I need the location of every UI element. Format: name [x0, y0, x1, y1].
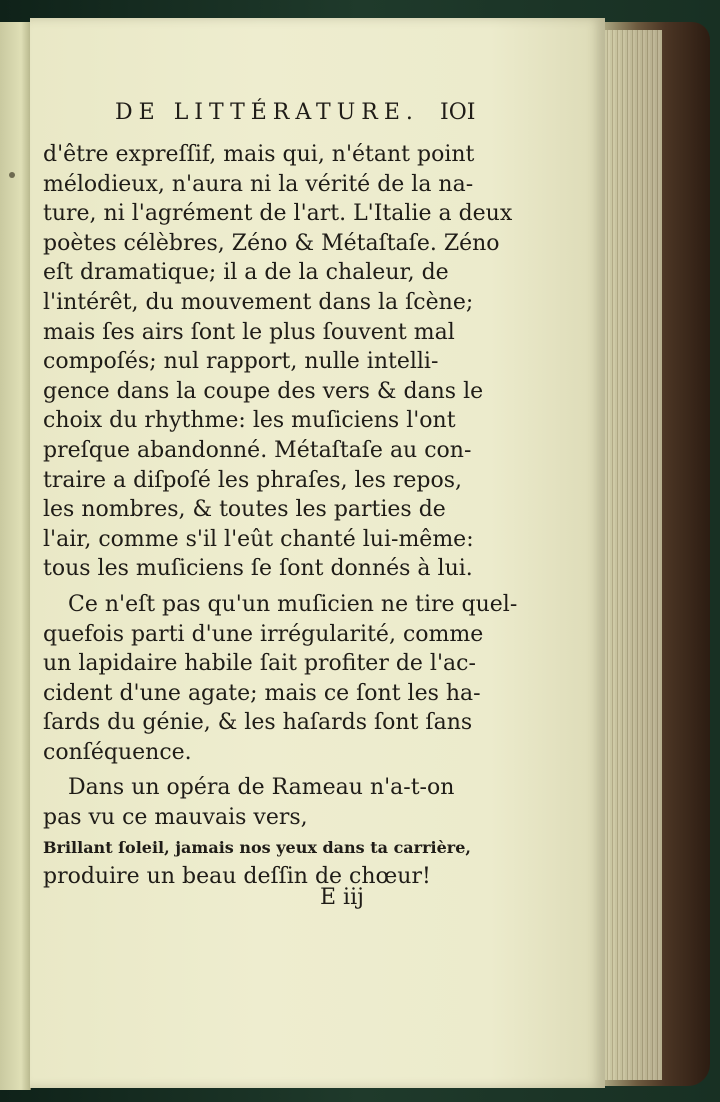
text-line: choix du rhythme: les muſiciens l'ont [43, 408, 456, 434]
text-line: produire un beau deſſin de chœur! [43, 863, 431, 889]
text-line: conſéquence. [43, 739, 192, 765]
text-line: mélodieux, n'aura ni la vérité de la na- [43, 171, 474, 197]
text-line: l'intérêt, du mouvement dans la ſcène; [43, 289, 474, 315]
text-line: ture, ni l'agrément de l'art. L'Italie a deux [43, 201, 513, 227]
text-line: quefois parti d'une irrégularité, comme [43, 621, 484, 647]
paragraph-start-line: Dans un opéra de Rameau n'a-t-on [68, 775, 455, 801]
quoted-verse-line: Brillant ſoleil, jamais nos yeux dans ta carrière, [43, 837, 471, 857]
text-line: les nombres, & toutes les parties de [43, 497, 446, 523]
text-line: eſt dramatique; il a de la chaleur, de [43, 260, 449, 286]
text-line: mais ſes airs ſont le plus ſouvent mal [43, 319, 455, 345]
text-line: un lapidaire habile ſait profiter de l'ac- [43, 651, 476, 677]
paragraph-start-line: Ce n'eſt pas qu'un muſicien ne tire quel- [68, 591, 518, 617]
running-header [115, 100, 485, 134]
body-text [43, 140, 518, 891]
text-line: l'air, comme s'il l'eût chanté lui-même: [43, 526, 474, 552]
page-stack-edge [600, 30, 662, 1080]
running-title: DE LITTÉRATURE. [115, 100, 419, 125]
text-line: d'être expreſſif, mais qui, n'étant point [43, 142, 475, 167]
text-line: ſards du génie, & les haſards ſont ſans [43, 710, 473, 736]
foxing-spot [9, 172, 15, 178]
signature-mark: E iij [320, 885, 364, 910]
page-number: IOI [440, 100, 476, 125]
text-line: traire a diſpoſé les phraſes, les repos, [43, 467, 463, 493]
text-line: tous les muſiciens ſe ſont donnés à lui. [43, 556, 473, 582]
text-line: compoſés; nul rapport, nulle intelli- [43, 349, 439, 375]
text-line: poètes célèbres, Zéno & Métaſtaſe. Zéno [43, 230, 500, 256]
facing-page-edge [0, 22, 31, 1090]
text-line: pas vu ce mauvais vers, [43, 805, 308, 831]
text-line: cident d'une agate; mais ce ſont les ha- [43, 680, 481, 706]
text-line: preſque abandonné. Métaſtaſe au con- [43, 437, 472, 463]
text-line: gence dans la coupe des vers & dans le [43, 378, 484, 404]
